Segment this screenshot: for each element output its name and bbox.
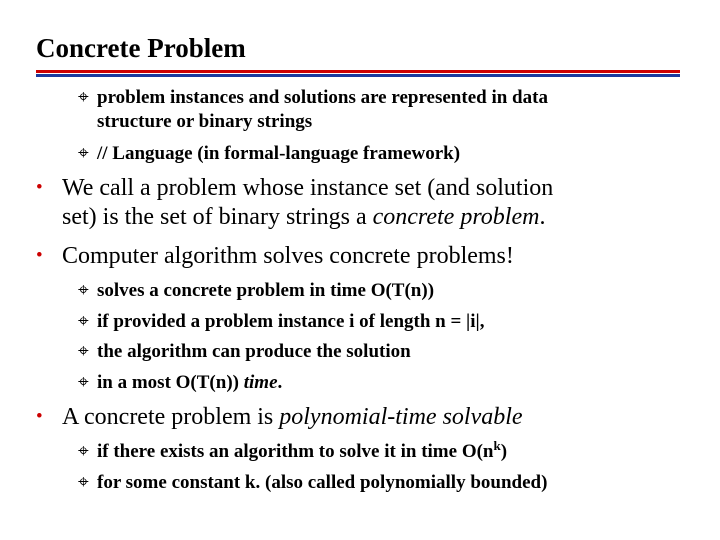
sub-bullet-icon: ⌖	[78, 87, 89, 108]
sub-bullet-icon: ⌖	[78, 472, 89, 493]
bullet-polynomial: • A concrete problem is polynomial-time solvable	[36, 404, 523, 430]
sub-bullet-icon: ⌖	[78, 372, 89, 393]
sub-bullet-icon: ⌖	[78, 441, 89, 462]
sub-item-constant: ⌖ for some constant k. (also called polynomially bounded)	[78, 472, 548, 493]
bullet-algorithm: • Computer algorithm solves concrete problems!	[36, 243, 514, 269]
sub-item-solves: ⌖ solves a concrete problem in time O(T(n))	[78, 280, 435, 301]
slide-title: Concrete Problem	[36, 33, 246, 63]
sub-bullet-icon: ⌖	[78, 311, 89, 332]
sub-item-time: ⌖ in a most O(T(n)) time.	[78, 372, 283, 393]
title-rule-red	[36, 70, 680, 73]
sub-item-produce: ⌖ the algorithm can produce the solution	[78, 341, 411, 362]
sub-item-representation: ⌖ problem instances and solutions are represented in data structure or binary strings	[78, 87, 548, 132]
sub-item-provided: ⌖ if provided a problem instance i of length n = |i|,	[78, 311, 485, 332]
bullet-definition: • We call a problem whose instance set (and solution set) is the set of binary strings a concrete problem.	[36, 175, 554, 230]
bullet-icon: •	[36, 245, 43, 266]
sub-bullet-icon: ⌖	[78, 143, 89, 164]
sub-bullet-icon: ⌖	[78, 341, 89, 362]
bullet-icon: •	[36, 406, 43, 427]
sub-item-language: ⌖ // Language (in formal-language framework)	[78, 143, 461, 164]
sub-item-exists: ⌖ if there exists an algorithm to solve it in time $O(n^k)$	[78, 438, 508, 462]
bullet-icon: •	[36, 177, 43, 198]
sub-bullet-icon: ⌖	[78, 280, 89, 301]
title-rule-blue	[36, 74, 680, 77]
